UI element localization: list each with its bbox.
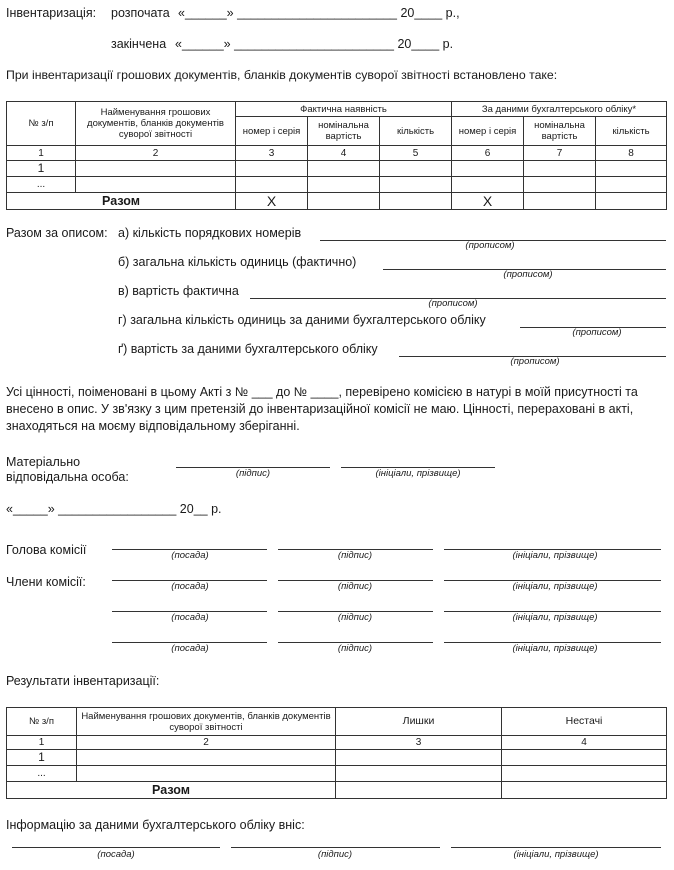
caption-signature: (підпис): [337, 550, 373, 561]
footer-signature-line[interactable]: [231, 847, 440, 848]
finished-label: закінчена: [111, 37, 167, 51]
table-cell[interactable]: [236, 161, 308, 177]
caption-signature: (підпис): [337, 612, 373, 623]
index-cell: 2: [76, 146, 236, 161]
col-header-num: № з/п: [7, 102, 76, 146]
index-cell: 7: [524, 146, 596, 161]
caption-initials: (ініціали, прізвище): [513, 849, 599, 860]
total-label: Разом: [7, 782, 336, 799]
table-cell[interactable]: [380, 161, 452, 177]
row-number: 1: [7, 161, 76, 177]
caption-in-words: (прописом): [465, 240, 515, 251]
table-cell[interactable]: [336, 750, 502, 766]
footer-position-line[interactable]: [12, 847, 220, 848]
caption-initials: (ініціали, прізвище): [512, 550, 598, 561]
index-cell: 3: [336, 736, 502, 750]
col-header-shortage: Нестачі: [502, 708, 667, 736]
table-cell[interactable]: [336, 766, 502, 782]
table-cell[interactable]: [77, 750, 336, 766]
sub-header-number-series: номер і серія: [236, 117, 308, 146]
summary-item-a: а) кількість порядкових номерів: [118, 226, 302, 240]
col-header-surplus: Лишки: [336, 708, 502, 736]
results-title: Результати інвентаризації:: [6, 674, 160, 688]
table-cell[interactable]: [452, 177, 524, 193]
caption-position: (посада): [171, 550, 209, 561]
statement-text: Усі цінності, поіменовані в цьому Акті з № ___ до № ____, перевірено комісією в натурі в моїй присутності та внесено в опис. У зв'язку з цим претензій до інвентаризаційної комісії не маю. Цінності, перераховані в акті, знаходяться на моєму відповідальному зберіганні.: [6, 385, 638, 433]
table-cell[interactable]: [502, 750, 667, 766]
col-header-num: № з/п: [7, 708, 77, 736]
table-cell[interactable]: [596, 193, 667, 210]
caption-initials: (ініціали, прізвище): [512, 643, 598, 654]
finished-date[interactable]: «______» _______________________ 20____ р.: [175, 37, 454, 51]
intro-text: При інвентаризації грошових документів, бланків документів суворої звітності встановлено таке:: [6, 68, 558, 82]
table-cell[interactable]: [524, 177, 596, 193]
table-cell[interactable]: [596, 177, 667, 193]
group-header-actual: Фактична наявність: [236, 102, 452, 117]
index-cell: 5: [380, 146, 452, 161]
table-cell[interactable]: [308, 161, 380, 177]
row-number: ...: [7, 177, 76, 193]
index-cell: 8: [596, 146, 667, 161]
row-number: ...: [7, 766, 77, 782]
index-cell: 4: [502, 736, 667, 750]
summary-item-e: ґ) вартість за даними бухгалтерського обліку: [118, 342, 378, 356]
caption-signature: (підпис): [337, 643, 373, 654]
index-cell: 1: [7, 146, 76, 161]
responsible-date[interactable]: «_____» _________________ 20__ р.: [6, 502, 222, 516]
sub-header-number-series: номер і серія: [452, 117, 524, 146]
index-cell: 2: [77, 736, 336, 750]
summary-item-d: г) загальна кількість одиниць за даними бухгалтерського обліку: [118, 313, 486, 327]
caption-initials: (ініціали, прізвище): [512, 581, 598, 592]
footer-initials-line[interactable]: [451, 847, 661, 848]
summary-prefix: Разом за описом:: [6, 226, 108, 240]
table-cell[interactable]: [76, 161, 236, 177]
started-label: розпочата: [111, 6, 170, 20]
table-cell[interactable]: [502, 782, 667, 799]
index-cell: 4: [308, 146, 380, 161]
commission-head-label: Голова комісії: [6, 543, 87, 557]
footer-title: Інформацію за даними бухгалтерського обліку вніс:: [6, 818, 305, 832]
sub-header-qty: кількість: [380, 117, 452, 146]
table-cell[interactable]: [76, 177, 236, 193]
table-cell[interactable]: [596, 161, 667, 177]
table-cell[interactable]: [380, 177, 452, 193]
table-cell[interactable]: [524, 161, 596, 177]
summary-item-c: в) вартість фактична: [118, 284, 239, 298]
table-cell[interactable]: [452, 161, 524, 177]
caption-signature: (підпис): [337, 581, 373, 592]
col-header-name: Найменування грошових документів, бланків документів суворої звітності: [77, 708, 336, 736]
summary-item-b: б) загальна кількість одиниць (фактично): [118, 255, 357, 269]
documents-table: [6, 101, 667, 210]
responsible-label-2: відповідальна особа:: [6, 470, 129, 484]
caption-in-words: (прописом): [503, 269, 553, 280]
caption-position: (посада): [97, 849, 135, 860]
inventory-label: Інвентаризація:: [6, 6, 97, 20]
sub-header-nominal: номінальна вартість: [308, 117, 380, 146]
total-label: Разом: [7, 193, 236, 210]
caption-position: (посада): [171, 643, 209, 654]
table-cell[interactable]: [77, 766, 336, 782]
caption-position: (посада): [171, 612, 209, 623]
table-cell[interactable]: [308, 193, 380, 210]
table-cell[interactable]: [502, 766, 667, 782]
table-cell[interactable]: [524, 193, 596, 210]
caption-signature: (підпис): [235, 468, 271, 479]
row-number: 1: [7, 750, 77, 766]
caption-initials: (ініціали, прізвище): [375, 468, 461, 479]
x-mark: Х: [452, 193, 524, 210]
caption-in-words: (прописом): [510, 356, 560, 367]
caption-in-words: (прописом): [572, 327, 622, 338]
sub-header-nominal: номінальна вартість: [524, 117, 596, 146]
table-cell[interactable]: [336, 782, 502, 799]
index-cell: 3: [236, 146, 308, 161]
table-cell[interactable]: [236, 177, 308, 193]
started-date[interactable]: «______» _______________________ 20____ р.,: [178, 6, 460, 20]
col-header-name: Найменування грошових документів, бланків документів суворої звітності: [76, 102, 236, 146]
index-cell: 1: [7, 736, 77, 750]
index-cell: 6: [452, 146, 524, 161]
table-cell[interactable]: [380, 193, 452, 210]
group-header-accounting: За даними бухгалтерського обліку*: [452, 102, 667, 117]
caption-position: (посада): [171, 581, 209, 592]
results-table: [6, 707, 667, 799]
responsible-label-1: Матеріально: [6, 455, 81, 469]
caption-in-words: (прописом): [428, 298, 478, 309]
x-mark: Х: [236, 193, 308, 210]
caption-signature: (підпис): [317, 849, 353, 860]
caption-initials: (ініціали, прізвище): [512, 612, 598, 623]
sub-header-qty: кількість: [596, 117, 667, 146]
commission-members-label: Члени комісії:: [6, 575, 86, 589]
table-cell[interactable]: [308, 177, 380, 193]
